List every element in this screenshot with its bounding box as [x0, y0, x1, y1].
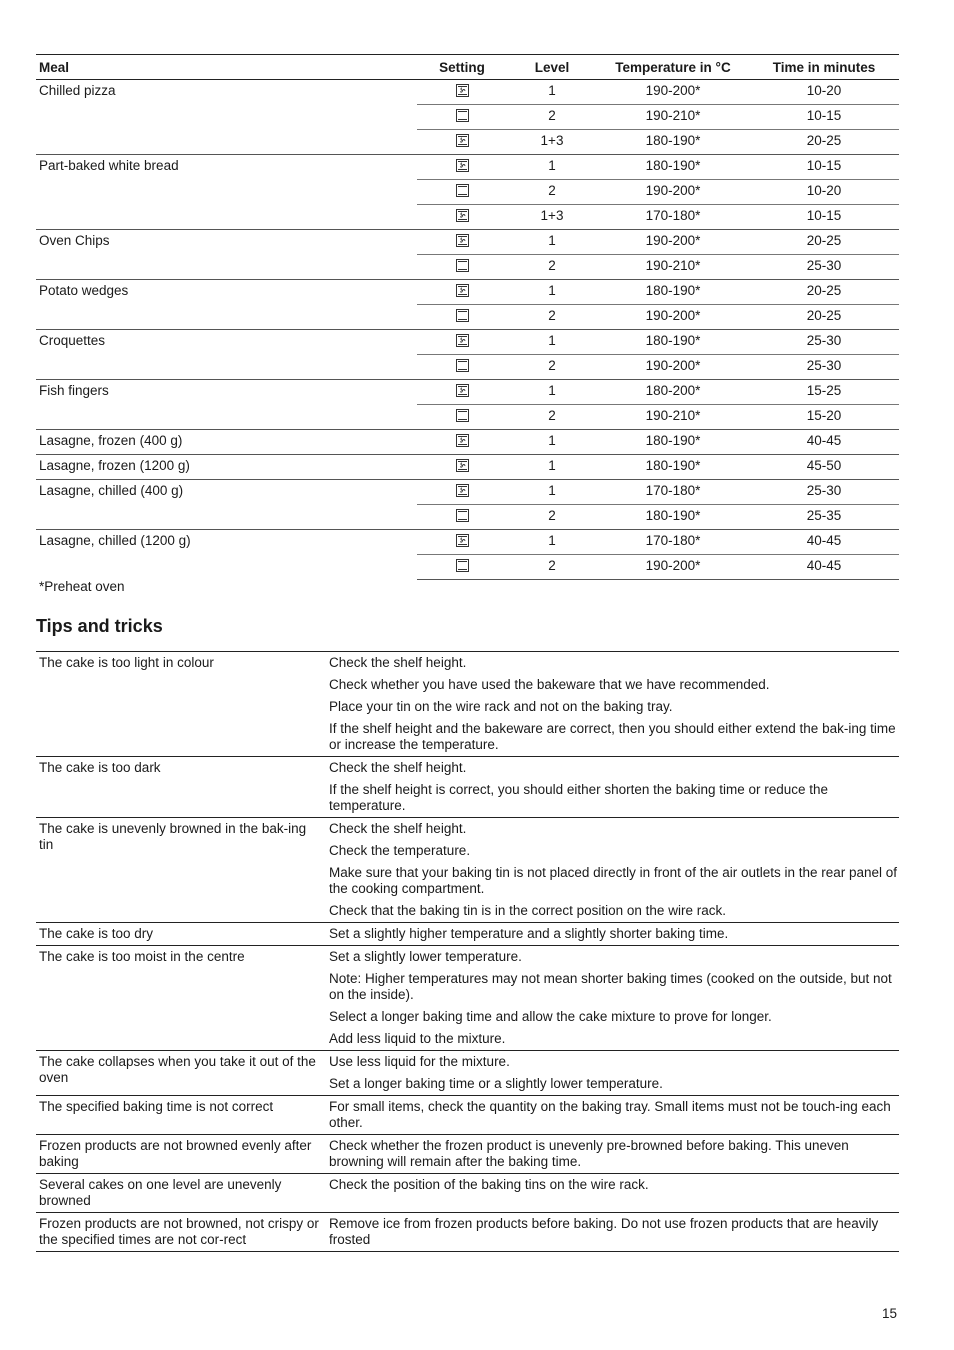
- setting-cell: [417, 405, 507, 430]
- page-number: 15: [882, 1306, 898, 1321]
- fan-icon: [456, 84, 469, 97]
- time-cell: 10-15: [749, 105, 899, 130]
- setting-cell: [417, 80, 507, 105]
- temperature-cell: 180-190*: [597, 505, 749, 530]
- fan-icon: [456, 134, 469, 147]
- solution-text: Check the shelf height.: [329, 760, 467, 775]
- time-cell: 15-20: [749, 405, 899, 430]
- time-cell: 40-45: [749, 555, 899, 580]
- time-cell: 10-15: [749, 205, 899, 230]
- time-cell: 20-25: [749, 130, 899, 155]
- solution-text: Note: Higher temperatures may not mean shorter baking times (cooked on the outside, but not on the inside).: [329, 971, 892, 1002]
- time-cell: 25-30: [749, 355, 899, 380]
- meal-name: Lasagne, frozen (1200 g): [36, 455, 417, 480]
- solution-cell: [326, 923, 899, 946]
- tips-row: [36, 1051, 899, 1096]
- temperature-cell: 190-200*: [597, 80, 749, 105]
- level-cell: 1: [507, 430, 597, 455]
- setting-cell: [417, 480, 507, 505]
- solution-text: Make sure that your baking tin is not placed directly in front of the air outlets in the rear panel of the cooking compartment.: [329, 865, 898, 896]
- solution-text: Use less liquid for the mixture.: [329, 1054, 510, 1069]
- setting-cell: [417, 355, 507, 380]
- temperature-cell: 190-200*: [597, 555, 749, 580]
- solution-text: Check the shelf height.: [329, 821, 467, 836]
- header-temperature: Temperature in °C: [597, 55, 749, 80]
- time-cell: 10-20: [749, 180, 899, 205]
- time-cell: 15-25: [749, 380, 899, 405]
- solution-cell: [326, 652, 899, 757]
- tips-row: [36, 1174, 899, 1213]
- solution-cell: [326, 1213, 899, 1252]
- temperature-cell: 190-200*: [597, 180, 749, 205]
- meal-table-row: [36, 430, 899, 455]
- level-cell: 2: [507, 305, 597, 330]
- solution-cell: [326, 1174, 899, 1213]
- fan-icon: [456, 434, 469, 447]
- level-cell: 1: [507, 155, 597, 180]
- level-cell: 2: [507, 505, 597, 530]
- time-cell: 10-20: [749, 80, 899, 105]
- header-level: Level: [507, 55, 597, 80]
- solution-text: Select a longer baking time and allow the cake mixture to prove for longer.: [329, 1009, 772, 1024]
- fan-icon: [456, 234, 469, 247]
- top-bottom-heat-icon: [456, 184, 469, 197]
- table-header-row: [36, 55, 899, 80]
- meal-name: Fish fingers: [36, 380, 417, 430]
- fan-icon: [456, 159, 469, 172]
- time-cell: 10-15: [749, 155, 899, 180]
- setting-cell: [417, 380, 507, 405]
- time-cell: 25-35: [749, 505, 899, 530]
- meal-table-row: [36, 80, 899, 105]
- setting-cell: [417, 455, 507, 480]
- tips-table-body: [36, 652, 899, 1252]
- fan-icon: [456, 284, 469, 297]
- meal-name: Part-baked white bread: [36, 155, 417, 230]
- level-cell: 2: [507, 555, 597, 580]
- tips-row: [36, 1213, 899, 1252]
- tips-row: [36, 946, 899, 1051]
- problem-cell: The cake is unevenly browned in the bak-ing tin: [39, 821, 307, 852]
- setting-cell: [417, 180, 507, 205]
- fan-icon: [456, 459, 469, 472]
- level-cell: 2: [507, 405, 597, 430]
- solution-text: Set a slightly higher temperature and a slightly shorter baking time.: [329, 926, 729, 941]
- tips-row: [36, 818, 899, 923]
- problem-cell: The specified baking time is not correct: [39, 1099, 274, 1114]
- preheat-footnote: *Preheat oven: [39, 579, 125, 594]
- solution-text: Set a longer baking time or a slightly lower temperature.: [329, 1076, 663, 1091]
- setting-cell: [417, 305, 507, 330]
- solution-text: For small items, check the quantity on the baking tray. Small items must not be touch-ing each other.: [329, 1099, 891, 1130]
- meal-name: Lasagne, frozen (400 g): [36, 430, 417, 455]
- setting-cell: [417, 105, 507, 130]
- time-cell: 20-25: [749, 230, 899, 255]
- time-cell: 45-50: [749, 455, 899, 480]
- temperature-cell: 190-200*: [597, 230, 749, 255]
- problem-cell: The cake is too dark: [39, 760, 161, 775]
- temperature-cell: 190-210*: [597, 105, 749, 130]
- level-cell: 1: [507, 455, 597, 480]
- top-bottom-heat-icon: [456, 559, 469, 572]
- meal-table-row: [36, 455, 899, 480]
- level-cell: 1: [507, 330, 597, 355]
- meal-table-row: [36, 230, 899, 255]
- meal-name: Chilled pizza: [36, 80, 417, 155]
- solution-cell: [326, 1051, 899, 1096]
- tips-row: [36, 757, 899, 818]
- solution-cell: [326, 1096, 899, 1135]
- solution-text: Set a slightly lower temperature.: [329, 949, 522, 964]
- level-cell: 2: [507, 105, 597, 130]
- time-cell: 40-45: [749, 430, 899, 455]
- solution-text: Remove ice from frozen products before baking. Do not use frozen products that are heavily frosted: [329, 1216, 879, 1247]
- setting-cell: [417, 280, 507, 305]
- time-cell: 20-25: [749, 280, 899, 305]
- fan-icon: [456, 209, 469, 222]
- temperature-cell: 180-190*: [597, 130, 749, 155]
- temperature-cell: 190-200*: [597, 305, 749, 330]
- meal-name: Oven Chips: [36, 230, 417, 280]
- level-cell: 1+3: [507, 205, 597, 230]
- solution-text: Check whether you have used the bakeware that we have recommended.: [329, 677, 770, 692]
- level-cell: 1: [507, 80, 597, 105]
- setting-cell: [417, 205, 507, 230]
- problem-cell: The cake collapses when you take it out of the oven: [39, 1054, 316, 1085]
- cooking-settings-table: [36, 54, 899, 580]
- solution-text: Check whether the frozen product is unevenly pre-browned before baking. This uneven browning will remain after the baking time.: [329, 1138, 849, 1169]
- header-meal: Meal: [36, 55, 417, 80]
- problem-cell: The cake is too moist in the centre: [39, 949, 245, 964]
- fan-icon: [456, 534, 469, 547]
- tips-row: [36, 923, 899, 946]
- solution-text: Add less liquid to the mixture.: [329, 1031, 506, 1046]
- fan-icon: [456, 384, 469, 397]
- setting-cell: [417, 155, 507, 180]
- setting-cell: [417, 330, 507, 355]
- temperature-cell: 170-180*: [597, 205, 749, 230]
- solution-text: Check the shelf height.: [329, 655, 467, 670]
- meal-table-row: [36, 280, 899, 305]
- meal-name: Lasagne, chilled (400 g): [36, 480, 417, 530]
- fan-icon: [456, 334, 469, 347]
- tips-table: [36, 651, 899, 1252]
- solution-text: If the shelf height is correct, you should either shorten the baking time or reduce the temperature.: [329, 782, 829, 813]
- problem-cell: Frozen products are not browned evenly after baking: [39, 1138, 312, 1169]
- temperature-cell: 190-200*: [597, 355, 749, 380]
- setting-cell: [417, 505, 507, 530]
- tips-row: [36, 652, 899, 757]
- meal-table-row: [36, 380, 899, 405]
- meal-table-body: [36, 80, 899, 580]
- top-bottom-heat-icon: [456, 409, 469, 422]
- solution-text: If the shelf height and the bakeware are correct, then you should either extend the bak-ing time or increase the temperature.: [329, 721, 896, 752]
- top-bottom-heat-icon: [456, 309, 469, 322]
- level-cell: 2: [507, 180, 597, 205]
- problem-cell: The cake is too light in colour: [39, 655, 214, 670]
- header-setting: Setting: [417, 55, 507, 80]
- meal-table-row: [36, 530, 899, 555]
- solution-cell: [326, 1135, 899, 1174]
- meal-table-row: [36, 480, 899, 505]
- level-cell: 1: [507, 380, 597, 405]
- level-cell: 1: [507, 480, 597, 505]
- setting-cell: [417, 255, 507, 280]
- solution-cell: [326, 946, 899, 1051]
- temperature-cell: 180-200*: [597, 380, 749, 405]
- time-cell: 40-45: [749, 530, 899, 555]
- setting-cell: [417, 130, 507, 155]
- meal-name: Croquettes: [36, 330, 417, 380]
- tips-heading: Tips and tricks: [36, 616, 163, 636]
- problem-cell: The cake is too dry: [39, 926, 154, 941]
- top-bottom-heat-icon: [456, 109, 469, 122]
- meal-table-row: [36, 155, 899, 180]
- solution-cell: [326, 818, 899, 923]
- solution-text: Place your tin on the wire rack and not on the baking tray.: [329, 699, 673, 714]
- time-cell: 25-30: [749, 255, 899, 280]
- solution-text: Check that the baking tin is in the correct position on the wire rack.: [329, 903, 726, 918]
- problem-cell: Several cakes on one level are unevenly browned: [39, 1177, 282, 1208]
- temperature-cell: 190-210*: [597, 255, 749, 280]
- header-time: Time in minutes: [749, 55, 899, 80]
- temperature-cell: 170-180*: [597, 480, 749, 505]
- level-cell: 1: [507, 230, 597, 255]
- setting-cell: [417, 430, 507, 455]
- temperature-cell: 190-210*: [597, 405, 749, 430]
- setting-cell: [417, 230, 507, 255]
- setting-cell: [417, 530, 507, 555]
- time-cell: 20-25: [749, 305, 899, 330]
- level-cell: 1: [507, 280, 597, 305]
- meal-name: Potato wedges: [36, 280, 417, 330]
- level-cell: 1+3: [507, 130, 597, 155]
- meal-name: Lasagne, chilled (1200 g): [36, 530, 417, 580]
- temperature-cell: 180-190*: [597, 330, 749, 355]
- temperature-cell: 180-190*: [597, 155, 749, 180]
- tips-row: [36, 1096, 899, 1135]
- tips-row: [36, 1135, 899, 1174]
- solution-cell: [326, 757, 899, 818]
- meal-table-row: [36, 330, 899, 355]
- time-cell: 25-30: [749, 480, 899, 505]
- solution-text: Check the temperature.: [329, 843, 471, 858]
- level-cell: 2: [507, 355, 597, 380]
- top-bottom-heat-icon: [456, 509, 469, 522]
- level-cell: 2: [507, 255, 597, 280]
- temperature-cell: 180-190*: [597, 455, 749, 480]
- temperature-cell: 170-180*: [597, 530, 749, 555]
- top-bottom-heat-icon: [456, 259, 469, 272]
- time-cell: 25-30: [749, 330, 899, 355]
- solution-text: Check the position of the baking tins on the wire rack.: [329, 1177, 649, 1192]
- setting-cell: [417, 555, 507, 580]
- problem-cell: Frozen products are not browned, not crispy or the specified times are not cor-rect: [39, 1216, 319, 1247]
- fan-icon: [456, 484, 469, 497]
- top-bottom-heat-icon: [456, 359, 469, 372]
- temperature-cell: 180-190*: [597, 280, 749, 305]
- temperature-cell: 180-190*: [597, 430, 749, 455]
- level-cell: 1: [507, 530, 597, 555]
